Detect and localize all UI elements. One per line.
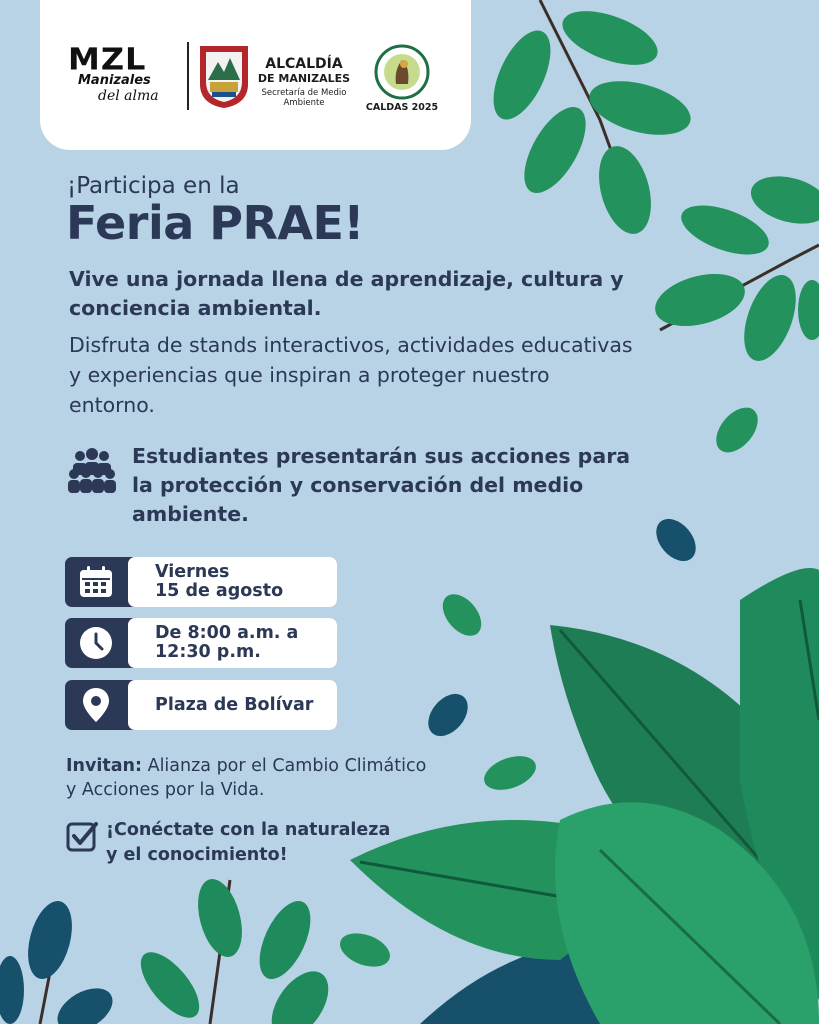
invitation-text xyxy=(66,754,436,802)
mzl-logo xyxy=(68,40,188,104)
event-place-row xyxy=(65,680,337,730)
people-group-icon xyxy=(67,447,117,493)
invitan-body: Alianza por el Cambio Climático y Acciones por la Vida. xyxy=(66,756,427,800)
badge-year-text: CALDAS 2025 xyxy=(365,102,439,113)
checkbox-check-icon xyxy=(66,820,98,852)
location-pin-icon xyxy=(82,687,110,723)
students-statement: Estudiantes presentarán sus acciones para la protección y conservación del medio ambiente. xyxy=(132,444,631,526)
invitan-label: Invitan: xyxy=(66,756,143,776)
climate-alliance-badge-icon xyxy=(374,44,430,100)
city-crest-icon xyxy=(198,44,250,110)
closing-message xyxy=(106,818,436,868)
calendar-icon xyxy=(79,566,113,598)
logo-city-text: Manizales xyxy=(78,73,151,88)
event-date-pill xyxy=(128,557,337,607)
event-place-text: Plaza de Bolívar xyxy=(155,694,314,715)
alcaldia-line3: Secretaría de Medio xyxy=(261,88,347,98)
logo-tagline-text: del alma xyxy=(98,88,159,104)
closing-line2: y el conocimiento! xyxy=(106,845,288,865)
alcaldia-line4: Ambiente xyxy=(283,98,325,108)
event-date-line1: Viernes xyxy=(155,562,230,582)
alcaldia-line1: ALCALDÍA xyxy=(265,56,343,72)
alcaldia-line2: DE MANIZALES xyxy=(257,72,351,85)
header-divider xyxy=(187,42,189,110)
intro-text: ¡Participa en la xyxy=(67,173,240,199)
subtitle-text: Vive una jornada llena de aprendizaje, cultura y conciencia ambiental. xyxy=(69,267,624,320)
header-card xyxy=(40,0,471,150)
event-time-line1: De 8:00 a.m. a xyxy=(155,623,299,643)
alcaldia-logo-text xyxy=(254,56,354,108)
clock-icon xyxy=(79,626,113,660)
event-place-pill xyxy=(128,680,337,730)
description-text: Disfruta de stands interactivos, actividades educativas y experiencias que inspiran a proteger nuestro entorno. xyxy=(69,333,633,417)
logo-mzl-text: MZL xyxy=(68,40,147,78)
event-time-line2: 12:30 p.m. xyxy=(155,642,261,662)
event-time-pill xyxy=(128,618,337,668)
event-time-row xyxy=(65,618,337,668)
event-date-line2: 15 de agosto xyxy=(155,581,284,601)
page-title: Feria PRAE! xyxy=(66,196,364,250)
event-date-row xyxy=(65,557,337,607)
closing-line1: ¡Conéctate con la naturaleza xyxy=(106,820,391,840)
